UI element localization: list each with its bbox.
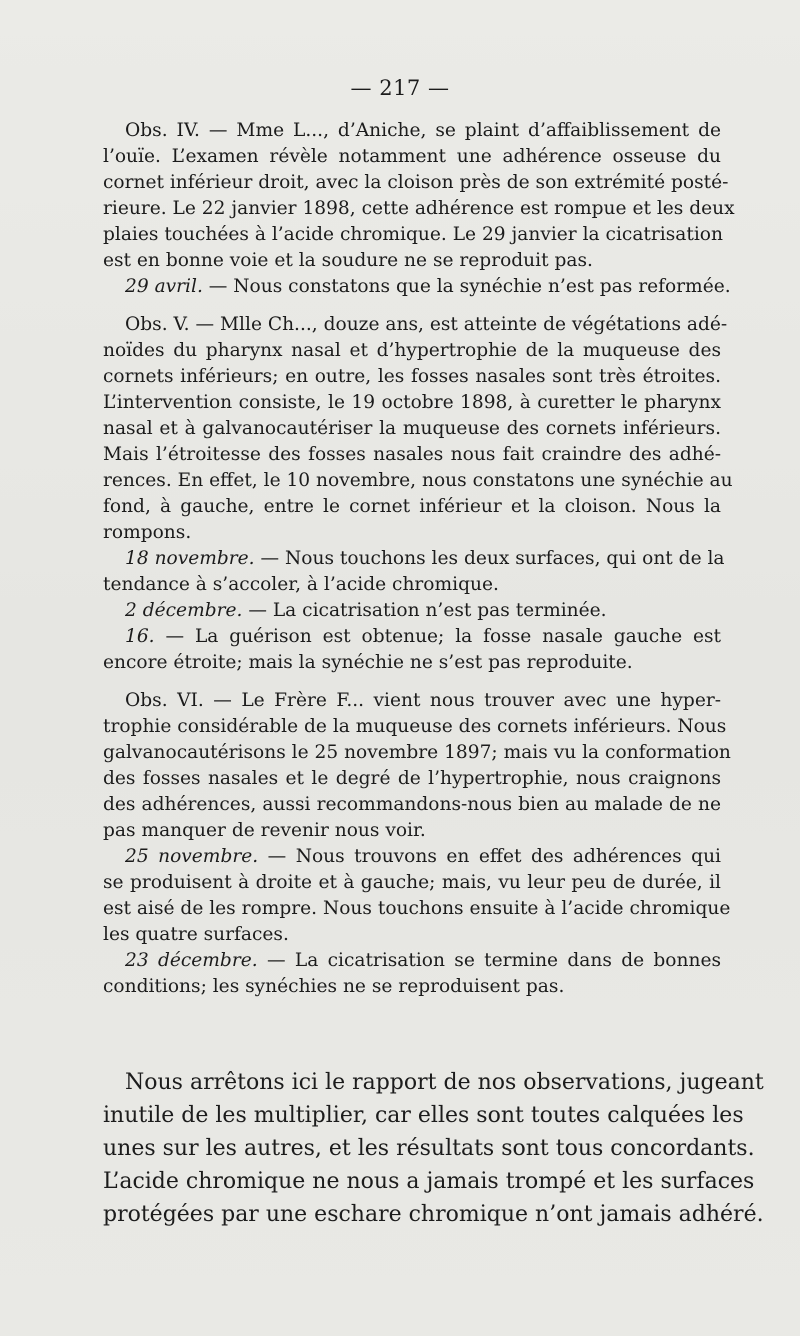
obs5-entry3-date: 16. [125,626,155,647]
obs5-entry1-text: — Nous touchons les deux surfaces, qui ont de la [254,548,725,569]
obs6-line: pas manquer de revenir nous voir. [103,820,426,841]
obs6-entry2-cont: conditions; les synéchies ne se reproduisent pas. [103,976,565,997]
obs6-entry1-date: 25 novembre. [125,846,259,867]
observation-4 [103,118,735,300]
conclusion-paragraph [103,1066,764,1231]
obs5-entry3-text: — La guérison est obtenue; la fosse nasale gauche est [154,626,721,647]
obs5-line: Obs. V. — Mlle Ch..., douze ans, est atteinte de végétations adé- [125,314,728,335]
observation-5 [103,312,733,676]
obs5-line: rences. En effet, le 10 novembre, nous constatons une synéchie au [103,470,733,491]
conclusion-line: unes sur les autres, et les résultats sont tous concordants. [103,1136,755,1161]
obs6-entry1-cont: est aisé de les rompre. Nous touchons ensuite à l’acide chromique [103,898,731,919]
obs5-line: L’intervention consiste, le 19 octobre 1898, à curetter le pharynx [103,392,721,413]
obs5-line: fond, à gauche, entre le cornet inférieur et la cloison. Nous la [103,496,721,517]
conclusion-line: protégées par une eschare chromique n’ont jamais adhéré. [103,1202,764,1227]
obs6-entry2-date: 23 décembre. [125,950,258,971]
obs5-line: nasal et à galvanocautériser la muqueuse des cornets inférieurs. [103,418,721,439]
obs5-entry2 [103,598,721,624]
obs5-line: noïdes du pharynx nasal et d’hypertrophie de la muqueuse des [103,340,721,361]
obs6-line: des adhérences, aussi recommandons-nous bien au malade de ne [103,794,721,815]
obs4-followup [103,274,731,300]
obs5-line: Mais l’étroitesse des fosses nasales nous fait craindre des adhé- [103,444,721,465]
obs6-line: des fosses nasales et le degré de l’hypertrophie, nous craignons [103,768,721,789]
obs5-entry1-date: 18 novembre. [125,548,255,569]
obs6-line: Obs. VI. — Le Frère F... vient nous trouver avec une hyper- [125,690,721,711]
conclusion-line: L’acide chromique ne nous a jamais trompé et les surfaces [103,1169,755,1194]
obs5-entry3-cont: encore étroite; mais la synéchie ne s’est pas reproduite. [103,652,633,673]
obs4-line: Obs. IV. — Mme L..., d’Aniche, se plaint d’affaiblissement de [125,120,721,141]
obs6-entry2-text: — La cicatrisation se termine dans de bonnes [257,950,721,971]
obs6-entry1-text: — Nous trouvons en effet des adhérences qui [258,846,721,867]
obs5-line: rompons. [103,522,192,543]
page-number: — 217 — [350,76,450,100]
obs4-line: cornet inférieur droit, avec la cloison près de son extrémité posté- [103,172,729,193]
obs6-entry1 [103,844,721,870]
conclusion-line: inutile de les multiplier, car elles sont toutes calquées les [103,1103,744,1128]
obs6-entry1-cont: les quatre surfaces. [103,924,289,945]
obs6-entry1-cont: se produisent à droite et à gauche; mais, vu leur peu de durée, il [103,872,721,893]
obs4-line: rieure. Le 22 janvier 1898, cette adhérence est rompue et les deux [103,198,735,219]
obs4-line: l’ouïe. L’examen révèle notamment une adhérence osseuse du [103,146,721,167]
obs4-followup-text: — Nous constatons que la synéchie n’est pas reformée. [202,276,731,297]
obs5-entry2-text: — La cicatrisation n’est pas terminée. [242,600,607,621]
obs6-line: galvanocautérisons le 25 novembre 1897; mais vu la conformation [103,742,731,763]
conclusion-line: Nous arrêtons ici le rapport de nos observations, jugeant [125,1070,764,1095]
obs4-line: est en bonne voie et la soudure ne se reproduit pas. [103,250,593,271]
obs5-entry1 [103,546,725,572]
obs5-line: cornets inférieurs; en outre, les fosses nasales sont très étroites. [103,366,721,387]
obs4-followup-date: 29 avril. [125,276,203,297]
obs4-line: plaies touchées à l’acide chromique. Le 29 janvier la cicatrisation [103,224,723,245]
obs6-entry2 [103,948,721,974]
observations-text [103,118,735,1000]
obs5-entry1-cont: tendance à s’accoler, à l’acide chromique. [103,574,499,595]
obs6-line: trophie considérable de la muqueuse des cornets inférieurs. Nous [103,716,727,737]
observation-6 [103,688,731,1000]
obs5-entry3 [103,624,721,650]
obs5-entry2-date: 2 décembre. [125,600,243,621]
